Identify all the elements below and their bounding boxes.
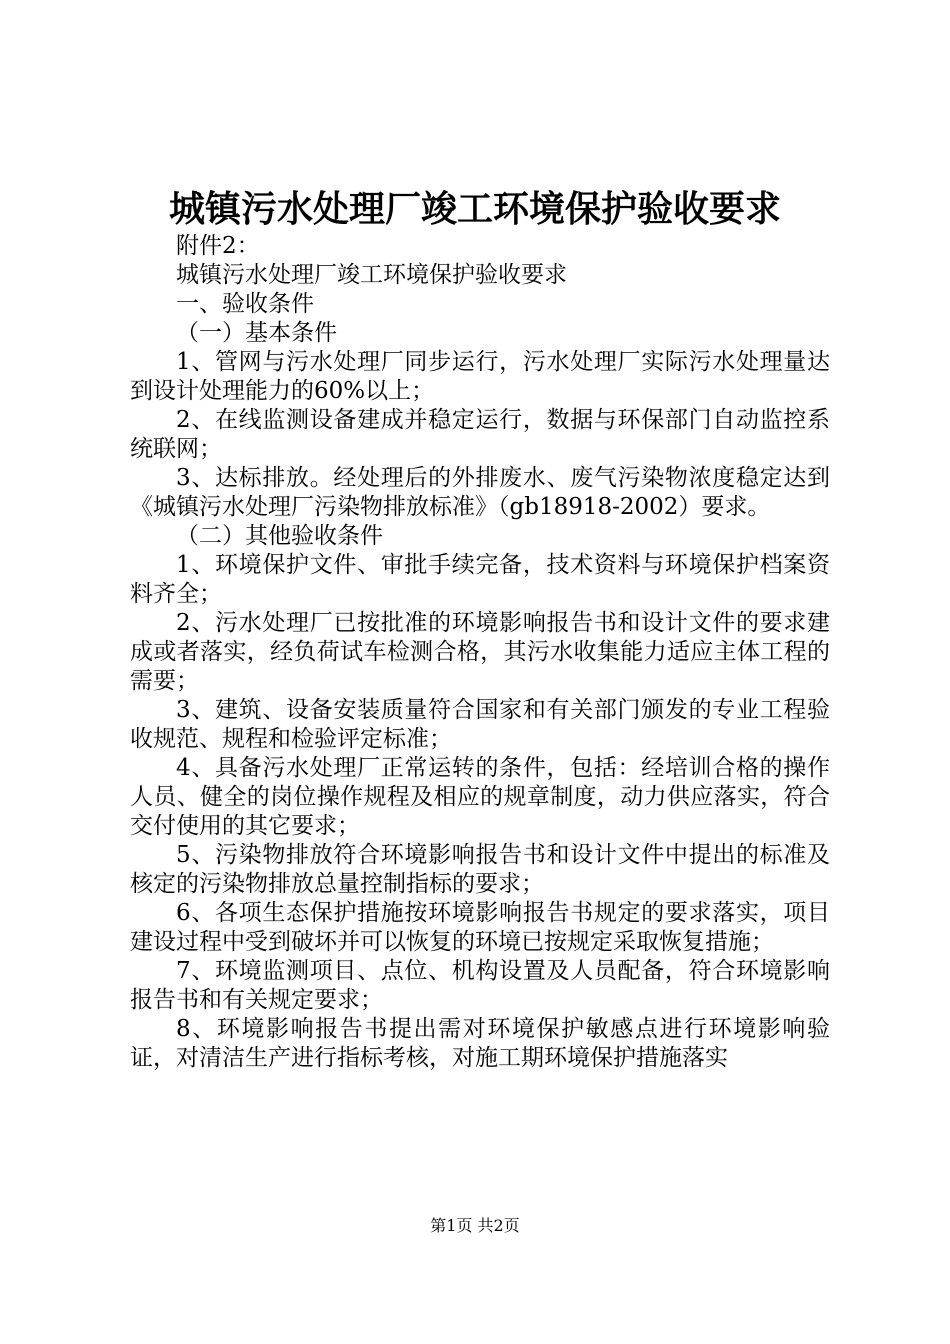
paragraph: 2、在线监测设备建成并稳定运行，数据与环保部门自动监控系统联网； [130,407,830,462]
paragraph: 4、具备污水处理厂正常运转的条件，包括：经培训合格的操作人员、健全的岗位操作规程及相应的规章制度，动力供应落实，符合交付使用的其它要求； [130,755,830,839]
paragraph: 1、管网与污水处理厂同步运行，污水处理厂实际污水处理量达到设计处理能力的60%以上； [130,349,830,404]
paragraph: 7、环境监测项目、点位、机构设置及人员配备，符合环境影响报告书和有关规定要求； [130,958,830,1013]
subsection-heading-basic: （一）基本条件 [176,320,337,346]
subtitle: 城镇污水处理厂竣工环境保护验收要求 [176,262,567,288]
paragraph: 6、各项生态保护措施按环境影响报告书规定的要求落实，项目建设过程中受到破坏并可以恢复的环境已按规定采取恢复措施； [130,900,830,955]
page-footer: 第1页 共2页 [430,1216,520,1235]
paragraph: 1、环境保护文件、审批手续完备，技术资料与环境保护档案资料齐全； [130,552,830,607]
paragraph: 3、建筑、设备安装质量符合国家和有关部门颁发的专业工程验收规范、规程和检验评定标准； [130,697,830,752]
paragraph: 8、环境影响报告书提出需对环境保护敏感点进行环境影响验证，对清洁生产进行指标考核，对施工期环境保护措施落实 [130,1016,830,1071]
paragraph: 5、污染物排放符合环境影响报告书和设计文件中提出的标准及核定的污染物排放总量控制指标的要求； [130,842,830,897]
document-body [130,232,830,1073]
attachment-label: 附件2： [176,233,260,259]
paragraph: 2、污水处理厂已按批准的环境影响报告书和设计文件的要求建成或者落实，经负荷试车检测合格，其污水收集能力适应主体工程的需要； [130,610,830,694]
subsection-heading-other: （二）其他验收条件 [176,523,383,549]
section-heading: 一、验收条件 [176,291,314,317]
paragraph: 3、达标排放。经处理后的外排废水、废气污染物浓度稳定达到《城镇污水处理厂污染物排放标准》（gb18918-2002）要求。 [130,465,830,520]
document-title: 城镇污水处理厂竣工环境保护验收要求 [168,189,781,230]
